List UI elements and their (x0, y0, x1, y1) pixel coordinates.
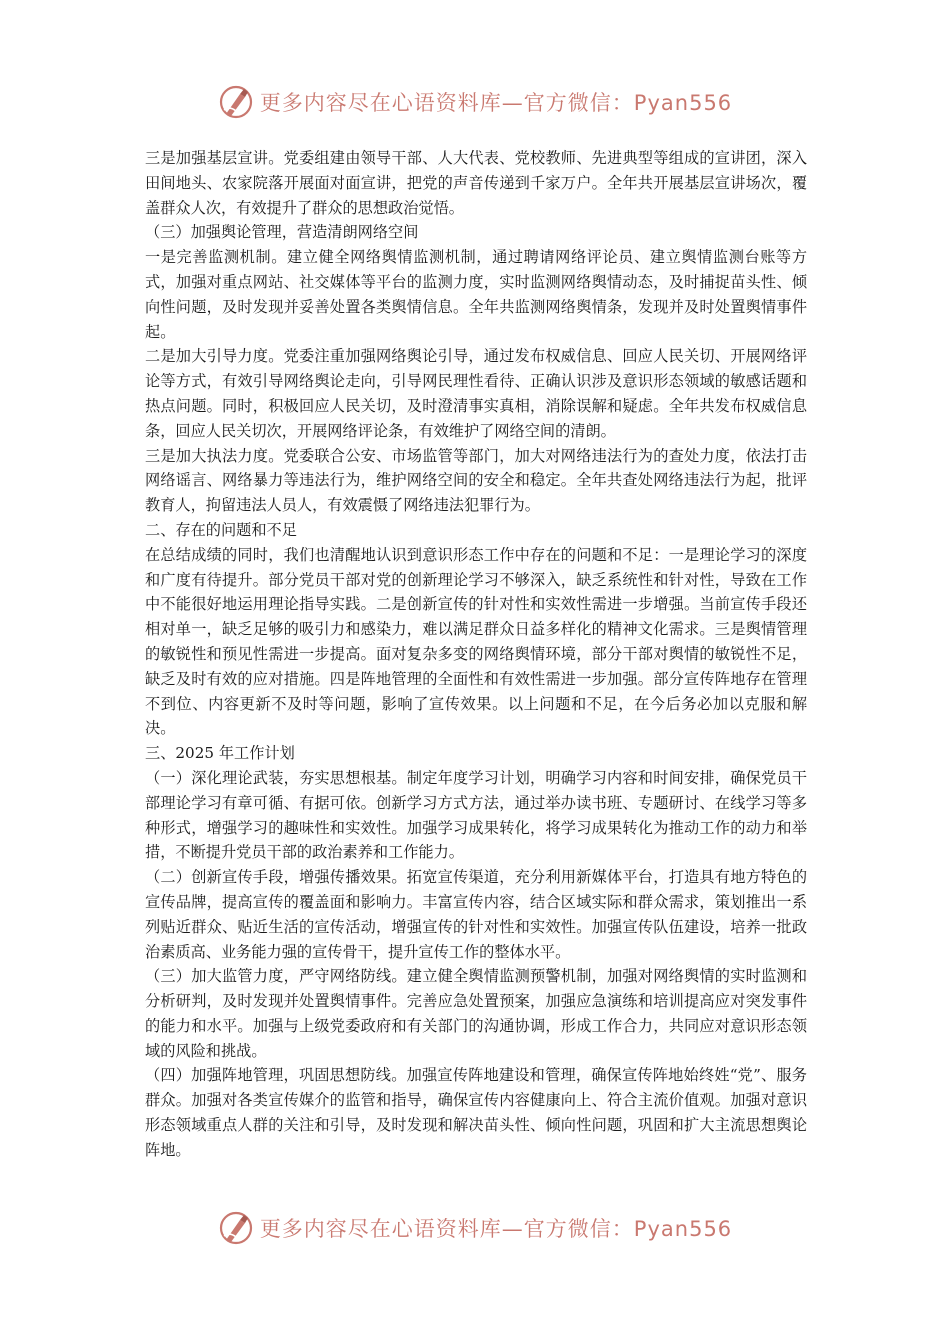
paragraph: （二）创新宣传手段，增强传播效果。拓宽宣传渠道，充分利用新媒体平台，打造具有地方特色的宣传品牌，提高宣传的覆盖面和影响力。丰富宣传内容，结合区域实际和群众需求，策划推出一系列贴近群众、贴近生活的宣传活动，增强宣传的针对性和实效性。加强宣传队伍建设，培养一批政治素质高、业务能力强的宣传骨干，提升宣传工作的整体水平。 (145, 868, 807, 961)
header-watermark-banner (0, 82, 950, 122)
document-body (145, 146, 807, 1163)
paragraph: 在总结成绩的同时，我们也清醒地认识到意识形态工作中存在的问题和不足：一是理论学习的深度和广度有待提升。部分党员干部对党的创新理论学习不够深入，缺乏系统性和针对性，导致在工作中不能很好地运用理论指导实践。二是创新宣传的针对性和实效性需进一步增强。当前宣传手段还相对单一，缺乏足够的吸引力和感染力，难以满足群众日益多样化的精神文化需求。三是舆情管理的敏锐性和预见性需进一步提高。面对复杂多变的网络舆情环境，部分干部对舆情的敏锐性不足，缺乏及时有效的应对措施。四是阵地管理的全面性和有效性需进一步加强。部分宣传阵地存在管理不到位、内容更新不及时等问题，影响了宣传效果。以上问题和不足，在今后务必加以克服和解决。 (145, 545, 807, 738)
section-heading: 二、存在的问题和不足 (145, 520, 297, 539)
footer-watermark-banner (0, 1208, 950, 1248)
section-subheading: （三）加强舆论管理，营造清朗网络空间 (145, 223, 419, 242)
paragraph: （四）加强阵地管理，巩固思想防线。加强宣传阵地建设和管理，确保宣传阵地始终姓“党”、服务群众。加强对各类宣传媒介的监管和指导，确保宣传内容健康向上、符合主流价值观。加强对意识形态领域重点人群的关注和引导，及时发现和解决苗头性、倾向性问题，巩固和扩大主流思想舆论阵地。 (145, 1066, 807, 1159)
paragraph: 三是加强基层宣讲。党委组建由领导干部、人大代表、党校教师、先进典型等组成的宣讲团，深入田间地头、农家院落开展面对面宣讲，把党的声音传递到千家万户。全年共开展基层宣讲场次，覆盖群众人次，有效提升了群众的思想政治觉悟。 (145, 149, 807, 217)
paragraph: 一是完善监测机制。建立健全网络舆情监测机制，通过聘请网络评论员、建立舆情监测台账等方式，加强对重点网站、社交媒体等平台的监测力度，实时监测网络舆情动态，及时捕捉苗头性、倾向性问题，及时发现并妥善处置各类舆情信息。全年共监测网络舆情条，发现并及时处置舆情事件起。 (145, 248, 807, 341)
banner-text: 更多内容尽在心语资料库—官方微信：Pyan556 (259, 91, 733, 115)
paragraph: （一）深化理论武装，夯实思想根基。制定年度学习计划，明确学习内容和时间安排，确保党员干部理论学习有章可循、有据可依。创新学习方式方法，通过举办读书班、专题研讨、在线学习等多种形式，增强学习的趣味性和实效性。加强学习成果转化，将学习成果转化为推动工作的动力和举措，不断提升党员干部的政治素养和工作能力。 (145, 768, 807, 862)
paragraph: （三）加大监管力度，严守网络防线。建立健全舆情监测预警机制，加强对网络舆情的实时监测和分析研判，及时发现并处置舆情事件。完善应急处置预案，加强应急演练和培训提高应对突发事件的能力和水平。加强与上级党委政府和有关部门的沟通协调，形成工作合力，共同应对意识形态领域的风险和挑战。 (145, 967, 807, 1060)
section-heading: 三、2025 年工作计划 (145, 744, 295, 763)
paragraph: 三是加大执法力度。党委联合公安、市场监管等部门，加大对网络违法行为的查处力度，依法打击网络谣言、网络暴力等违法行为，维护网络空间的安全和稳定。全年共查处网络违法行为起，批评教育人，拘留违法人员人，有效震慑了网络违法犯罪行为。 (145, 446, 807, 515)
paragraph: 二是加大引导力度。党委注重加强网络舆论引导，通过发布权威信息、回应人民关切、开展网络评论等方式，有效引导网络舆论走向，引导网民理性看待、正确认识涉及意识形态领域的敏感话题和热点问题。同时，积极回应人民关切，及时澄清事实真相，消除误解和疑虑。全年共发布权威信息条，回应人民关切次，开展网络评论条，有效维护了网络空间的清朗。 (145, 347, 807, 440)
banner-text: 更多内容尽在心语资料库—官方微信：Pyan556 (259, 1217, 733, 1241)
pen-logo-icon (218, 1210, 254, 1246)
pen-logo-icon (218, 84, 254, 120)
